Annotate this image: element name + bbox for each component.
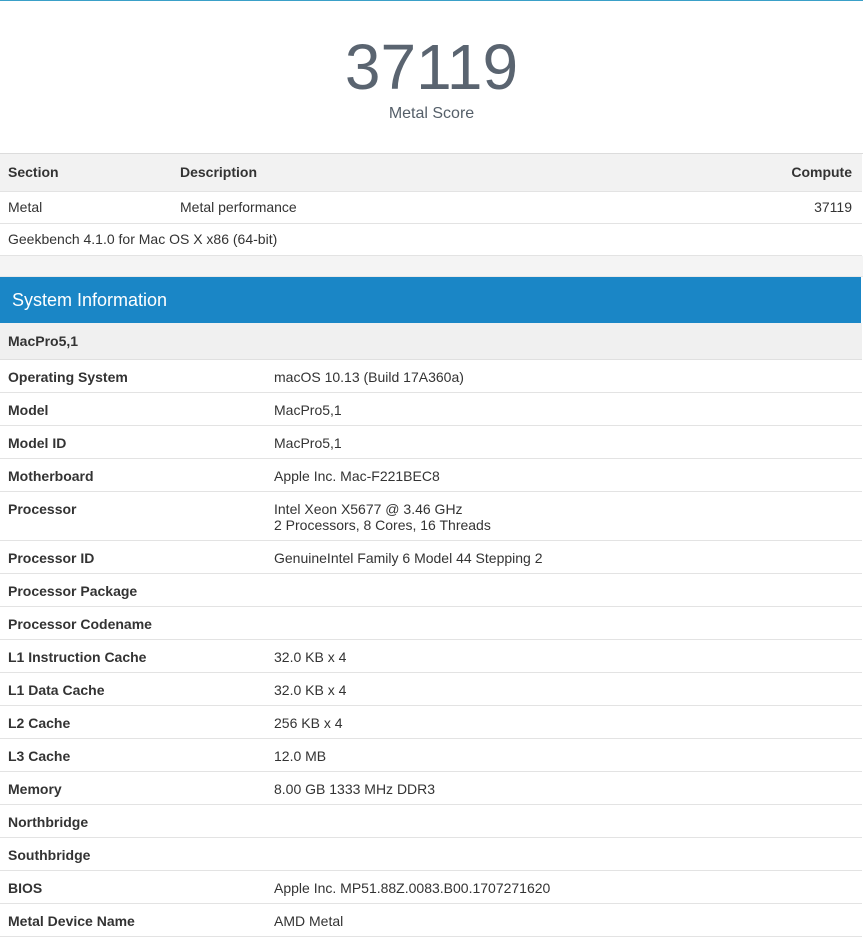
info-key: Operating System <box>8 369 128 385</box>
info-key: Model <box>8 402 49 418</box>
info-value: 32.0 KB x 4 <box>274 682 347 698</box>
results-header-row <box>0 154 862 191</box>
info-key: Motherboard <box>8 468 94 484</box>
info-value: Apple Inc. MP51.88Z.0083.B00.1707271620 <box>274 880 551 896</box>
machine-title-row <box>0 323 862 360</box>
table-row <box>0 393 862 426</box>
table-row <box>0 426 862 459</box>
info-value: GenuineIntel Family 6 Model 44 Stepping 2 <box>274 550 543 566</box>
info-value <box>266 838 862 871</box>
info-value: MacPro5,1 <box>274 402 342 418</box>
header-description: Description <box>180 164 258 181</box>
info-value <box>266 805 862 838</box>
info-value: Apple Inc. Mac-F221BEC8 <box>274 468 440 484</box>
info-key: Metal Device Name <box>8 913 135 929</box>
table-row <box>0 492 862 541</box>
info-key: L1 Data Cache <box>8 682 105 698</box>
result-compute: 37119 <box>814 199 852 215</box>
processor-model: Intel Xeon X5677 @ 3.46 GHz <box>274 501 463 517</box>
info-value <box>266 492 862 541</box>
info-key: Processor Codename <box>8 616 152 632</box>
processor-topology: 2 Processors, 8 Cores, 16 Threads <box>274 517 491 533</box>
version-text: Geekbench 4.1.0 for Mac OS X x86 (64-bit) <box>8 231 278 247</box>
info-value: AMD Metal <box>274 913 344 929</box>
table-row <box>0 541 862 574</box>
score-box <box>0 1 863 154</box>
info-value: 256 KB x 4 <box>274 715 343 731</box>
table-row <box>0 904 862 937</box>
info-key: Southbridge <box>8 847 91 863</box>
info-value: 32.0 KB x 4 <box>274 649 347 665</box>
metal-score-value: 37119 <box>344 31 519 103</box>
info-value: MacPro5,1 <box>274 435 342 451</box>
table-row <box>0 838 862 871</box>
info-key: BIOS <box>8 880 43 896</box>
info-key: L3 Cache <box>8 748 71 764</box>
table-row <box>0 360 862 393</box>
table-row <box>0 706 862 739</box>
result-section: Metal <box>8 199 43 215</box>
version-row <box>0 223 862 255</box>
table-row <box>0 871 862 904</box>
info-key: Processor <box>8 501 77 517</box>
system-info-table <box>0 323 862 938</box>
info-key: Northbridge <box>8 814 89 830</box>
header-compute: Compute <box>791 164 852 181</box>
table-row <box>0 640 862 673</box>
results-table <box>0 154 862 256</box>
info-value: 8.00 GB 1333 MHz DDR3 <box>274 781 436 797</box>
system-information-header: System Information <box>0 277 861 323</box>
table-row <box>0 574 862 607</box>
metal-score-label: Metal Score <box>388 105 475 122</box>
result-description: Metal performance <box>180 199 297 215</box>
table-row <box>0 459 862 492</box>
info-key: Memory <box>8 781 62 797</box>
info-key: Model ID <box>8 435 67 451</box>
info-value <box>266 607 862 640</box>
table-row <box>0 191 862 223</box>
table-row <box>0 739 862 772</box>
info-key: L1 Instruction Cache <box>8 649 147 665</box>
header-section: Section <box>8 164 59 181</box>
machine-name: MacPro5,1 <box>8 332 79 349</box>
section-gap <box>0 256 863 277</box>
info-value: macOS 10.13 (Build 17A360a) <box>274 369 464 385</box>
table-row <box>0 805 862 838</box>
info-key: Processor Package <box>8 583 138 599</box>
info-value <box>266 574 862 607</box>
table-row <box>0 607 862 640</box>
info-key: L2 Cache <box>8 715 71 731</box>
info-value: 12.0 MB <box>274 748 327 764</box>
table-row <box>0 673 862 706</box>
info-key: Processor ID <box>8 550 95 566</box>
table-row <box>0 772 862 805</box>
